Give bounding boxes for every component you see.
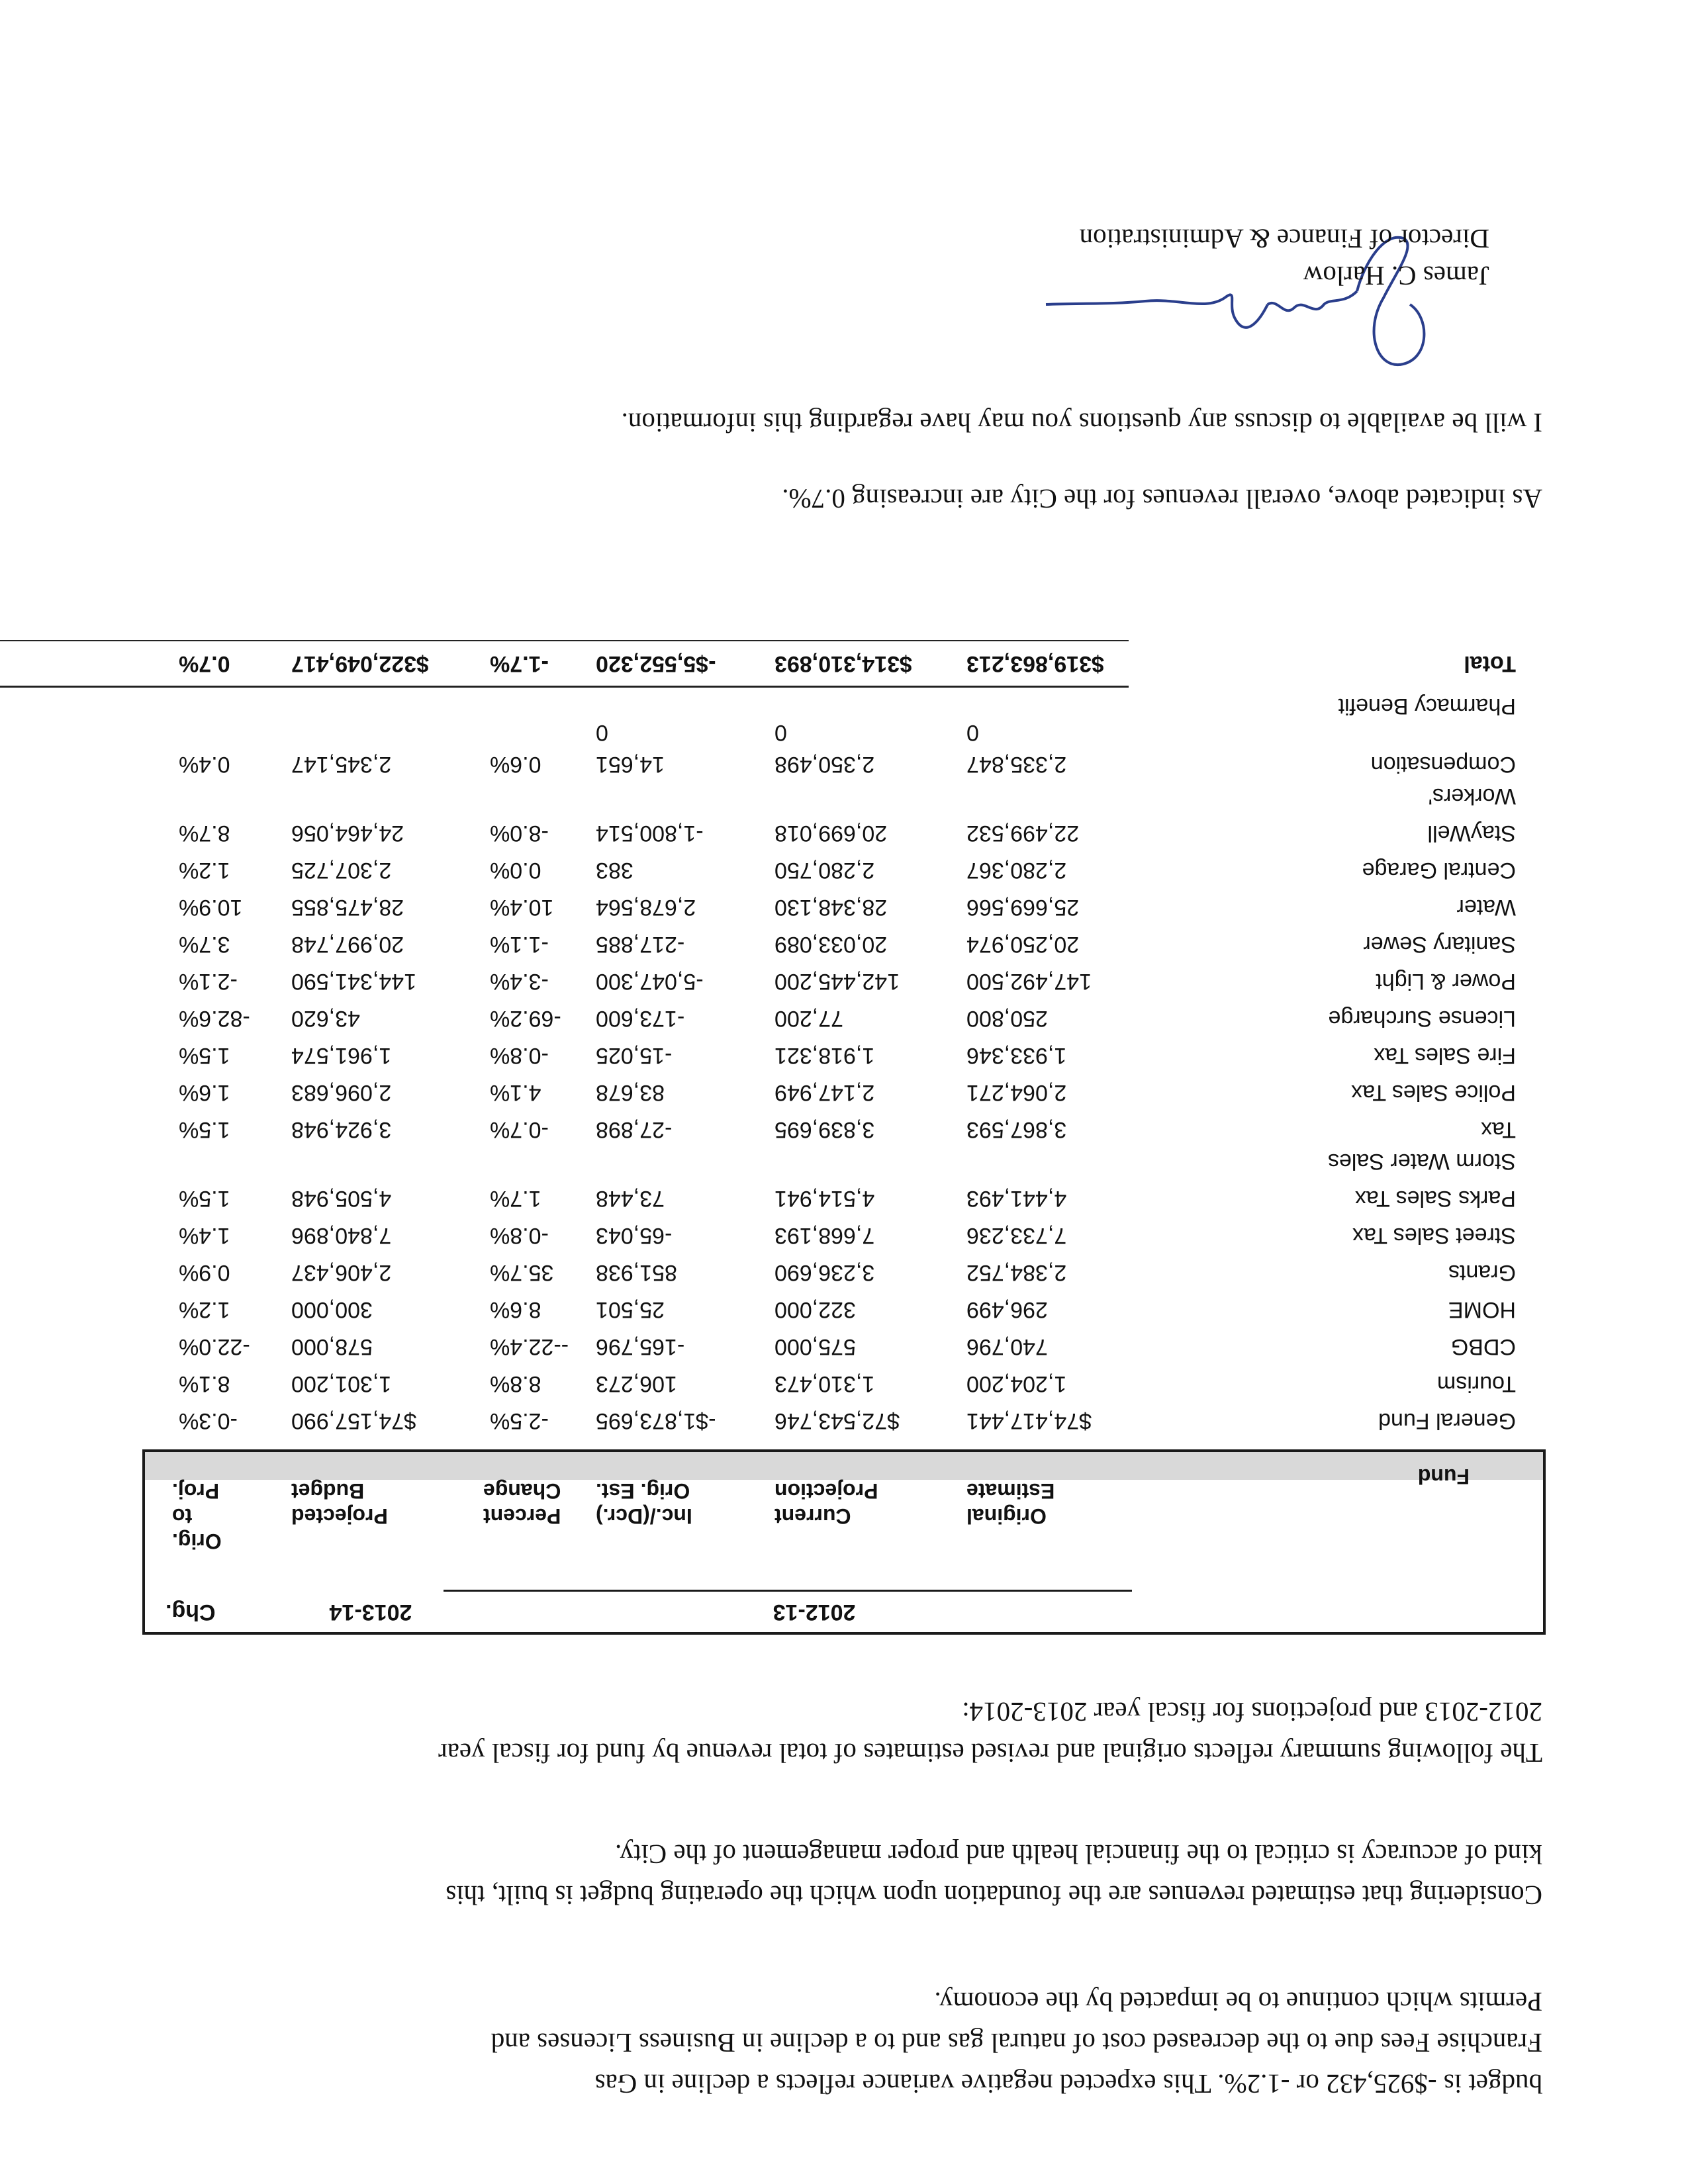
cell-projected-budget: 300,000 <box>291 1297 373 1322</box>
table-row <box>0 1111 1688 1148</box>
header-line: Inc./(Dcr.) <box>596 1504 692 1528</box>
cell-projected-budget: $74,157,990 <box>291 1408 417 1433</box>
cell-original-estimate: 2,064,271 <box>966 1080 1067 1105</box>
table-row <box>0 1074 1688 1111</box>
cell-inc-dcr: -165,796 <box>596 1334 685 1359</box>
cell-chg: 0.7% <box>179 651 230 676</box>
cell-chg: -82.6% <box>179 1006 250 1031</box>
header-chg-orig-proj <box>172 1479 245 1554</box>
availability-sentence <box>119 402 1542 443</box>
header-chg: Chg. <box>165 1600 216 1625</box>
cell-chg: 0.9% <box>179 1260 230 1285</box>
cell-original-estimate: 0 <box>966 720 979 745</box>
cell-percent-change: -2.5% <box>490 1408 549 1433</box>
cell-fund: Street Sales Tax <box>1352 1223 1516 1248</box>
cell-fund: StayWell <box>1427 821 1516 846</box>
cell-projected-budget: 7,840,896 <box>291 1223 392 1248</box>
cell-original-estimate: 250,800 <box>966 1006 1048 1031</box>
cell-percent-change: -1.1% <box>490 932 549 957</box>
cell-projected-budget: 4,505,948 <box>291 1186 392 1211</box>
cell-fund: License Surcharge <box>1328 1006 1516 1031</box>
cell-projected-budget: 2,096,683 <box>291 1080 392 1105</box>
cell-projected-budget: 24,464,056 <box>291 821 404 846</box>
cell-original-estimate: 2,384,752 <box>966 1260 1067 1285</box>
cell-fund: General Fund <box>1378 1408 1516 1433</box>
cell-chg: 1.5% <box>179 1043 230 1068</box>
intro-paragraph-3 <box>119 1692 1542 1774</box>
header-inc-dcr <box>596 1479 755 1529</box>
text-line: Considering that estimated revenues are the foundation upon which the operating budget is built, this <box>445 1880 1542 1911</box>
cell-inc-dcr: -173,600 <box>596 1006 685 1031</box>
cell-projected-budget: 578,000 <box>291 1334 373 1359</box>
header-line: Estimate <box>966 1479 1055 1503</box>
cell-percent-change: 10.4% <box>490 895 554 920</box>
header-rule-2012-13 <box>444 1590 1132 1592</box>
cell-inc-dcr: 106,273 <box>596 1371 677 1396</box>
cell-chg: 8.7% <box>179 821 230 846</box>
header-line: Projection <box>774 1479 878 1503</box>
table-row <box>0 1180 1688 1217</box>
header-projected-budget <box>291 1479 450 1529</box>
cell-current-projection: 4,514,941 <box>774 1186 875 1211</box>
cell-percent-change: 0.6% <box>490 752 541 777</box>
header-line: Orig. <box>172 1529 222 1553</box>
table-row <box>0 1328 1688 1365</box>
header-original-estimate <box>966 1479 1125 1529</box>
header-line: Change <box>483 1479 561 1503</box>
cell-projected-budget: 43,620 <box>291 1006 360 1031</box>
cell-current-projection: $314,310,893 <box>774 651 912 676</box>
cell-chg: -22.0% <box>179 1334 250 1359</box>
cell-projected-budget: 1,961,574 <box>291 1043 392 1068</box>
cell-fund: Grants <box>1448 1260 1516 1285</box>
cell-current-projection: 2,280,750 <box>774 858 875 883</box>
cell-fund: Tourism <box>1436 1371 1516 1396</box>
cell-inc-dcr: 14,651 <box>596 752 665 777</box>
header-line: Orig. Est. <box>596 1479 690 1503</box>
cell-inc-dcr: 73,448 <box>596 1186 665 1211</box>
header-percent-change <box>483 1479 589 1529</box>
cell-original-estimate: 3,867,593 <box>966 1117 1067 1142</box>
table-row <box>0 852 1688 889</box>
cell-original-estimate: 4,441,493 <box>966 1186 1067 1211</box>
table-row <box>0 1143 1688 1180</box>
cell-current-projection: 28,348,130 <box>774 895 888 920</box>
cell-projected-budget: 2,307,725 <box>291 858 392 883</box>
cell-original-estimate: 7,733,236 <box>966 1223 1067 1248</box>
cell-percent-change: 8.6% <box>490 1297 541 1322</box>
cell-current-projection: 20,033,089 <box>774 932 888 957</box>
cell-chg: 1.5% <box>179 1186 230 1211</box>
cell-fund: Water <box>1456 895 1516 920</box>
cell-fund: Storm Water Sales <box>1327 1149 1516 1174</box>
cell-chg: 1.4% <box>179 1223 230 1248</box>
cell-percent-change: 35.7% <box>490 1260 554 1285</box>
table-row <box>0 778 1688 815</box>
cell-current-projection: $72,543,746 <box>774 1408 900 1433</box>
cell-percent-change: -0.7% <box>490 1117 549 1142</box>
table-row <box>0 1365 1688 1402</box>
cell-projected-budget: 144,341,590 <box>291 969 417 994</box>
table-row <box>0 926 1688 963</box>
cell-current-projection: 20,699,018 <box>774 821 888 846</box>
cell-original-estimate: 296,499 <box>966 1297 1048 1322</box>
cell-fund: HOME <box>1448 1297 1516 1322</box>
cell-projected-budget: 28,475,855 <box>291 895 404 920</box>
text-line: The following summary reflects original and revised estimates of total revenue by fund for fiscal year <box>438 1738 1542 1768</box>
cell-inc-dcr: -27,898 <box>596 1117 673 1142</box>
cell-fund: Sanitary Sewer <box>1363 932 1516 957</box>
header-current-projection <box>774 1479 947 1529</box>
total-bottom-rule <box>0 640 1129 641</box>
cell-inc-dcr: -$5,552,320 <box>596 651 716 676</box>
cell-inc-dcr: 851,938 <box>596 1260 677 1285</box>
table-row <box>0 746 1688 783</box>
cell-inc-dcr: 83,678 <box>596 1080 665 1105</box>
cell-chg: 1.6% <box>179 1080 230 1105</box>
header-fy-2013-14: 2013-14 <box>329 1600 412 1625</box>
header-fund: Fund <box>1417 1465 1470 1488</box>
text-line: budget is -$925,432 or -1.2%. This expected negative variance reflects a decline in Gas <box>594 2069 1542 2099</box>
cell-chg: 0.4% <box>179 752 230 777</box>
table-row <box>0 1402 1688 1439</box>
cell-projected-budget: 3,924,948 <box>291 1117 392 1142</box>
header-line: Budget <box>291 1479 365 1503</box>
signature-title: Director of Finance & Administration <box>1079 224 1489 254</box>
cell-percent-change: 1.7% <box>490 1186 541 1211</box>
cell-projected-budget: 2,406,437 <box>291 1260 392 1285</box>
cell-fund: Parks Sales Tax <box>1354 1186 1516 1211</box>
cell-original-estimate: 2,335,847 <box>966 752 1067 777</box>
cell-current-projection: 1,310,473 <box>774 1371 875 1396</box>
cell-fund: Power & Light <box>1376 969 1516 994</box>
cell-projected-budget: 20,997,748 <box>291 932 404 957</box>
cell-inc-dcr: 0 <box>596 720 608 745</box>
cell-current-projection: 1,918,321 <box>774 1043 875 1068</box>
cell-current-projection: 3,839,695 <box>774 1117 875 1142</box>
intro-paragraph-2 <box>119 1834 1542 1916</box>
cell-inc-dcr: -5,047,300 <box>596 969 704 994</box>
cell-chg: 10.9% <box>179 895 243 920</box>
signature-name: James C. Harlow <box>1303 261 1489 291</box>
cell-projected-budget: 1,301,200 <box>291 1371 392 1396</box>
table-row <box>0 963 1688 1000</box>
table-row <box>0 1000 1688 1037</box>
header-fy-2012-13: 2012-13 <box>773 1600 856 1625</box>
cell-original-estimate: 25,669,566 <box>966 895 1080 920</box>
cell-current-projection: 7,668,193 <box>774 1223 875 1248</box>
cell-chg: -0.3% <box>179 1408 238 1433</box>
cell-chg: 8.1% <box>179 1371 230 1396</box>
cell-percent-change: 8.8% <box>490 1371 541 1396</box>
cell-original-estimate: 22,499,532 <box>966 821 1080 846</box>
cell-fund: Pharmacy Benefit <box>1338 694 1516 719</box>
table-row <box>0 1217 1688 1254</box>
cell-percent-change: -1.7% <box>490 651 549 676</box>
cell-fund: Central Garage <box>1362 858 1516 883</box>
cell-percent-change: -0.8% <box>490 1043 549 1068</box>
cell-inc-dcr: -217,885 <box>596 932 685 957</box>
cell-fund: Workers' <box>1428 784 1516 809</box>
cell-inc-dcr: 25,501 <box>596 1297 665 1322</box>
cell-inc-dcr: -$1,873,695 <box>596 1408 716 1433</box>
cell-current-projection: 322,000 <box>774 1297 856 1322</box>
cell-inc-dcr: 2,678,564 <box>596 895 696 920</box>
cell-current-projection: 0 <box>774 720 787 745</box>
cell-fund: Tax <box>1481 1117 1516 1142</box>
text-line: Franchise Fees due to the decreased cost of natural gas and to a decline in Business Licenses and <box>491 2028 1542 2058</box>
table-row <box>0 889 1688 926</box>
cell-chg: 1.5% <box>179 1117 230 1142</box>
cell-chg: -2.1% <box>179 969 238 994</box>
cell-projected-budget: $322,049,417 <box>291 651 429 676</box>
cell-original-estimate: $319,863,213 <box>966 651 1104 676</box>
text-line: Permits which continue to be impacted by the economy. <box>934 1987 1542 2017</box>
cell-inc-dcr: -65,043 <box>596 1223 673 1248</box>
cell-original-estimate: 1,204,200 <box>966 1371 1067 1396</box>
cell-original-estimate: 147,492,500 <box>966 969 1092 994</box>
cell-inc-dcr: 383 <box>596 858 633 883</box>
header-line: to <box>172 1504 193 1528</box>
cell-current-projection: 77,200 <box>774 1006 843 1031</box>
cell-fund: CDBG <box>1450 1334 1516 1359</box>
cell-current-projection: 3,236,690 <box>774 1260 875 1285</box>
total-rule <box>0 686 1129 688</box>
cell-percent-change: -69.2% <box>490 1006 561 1031</box>
cell-current-projection: 575,000 <box>774 1334 856 1359</box>
cell-original-estimate: $74,417,441 <box>966 1408 1092 1433</box>
table-row <box>0 1037 1688 1074</box>
cell-chg: 1.2% <box>179 1297 230 1322</box>
text-line: kind of accuracy is critical to the financial health and proper management of the City. <box>614 1839 1542 1870</box>
cell-fund: Fire Sales Tax <box>1374 1043 1516 1068</box>
table-row <box>0 688 1688 725</box>
text-line: As indicated above, overall revenues for the City are increasing 0.7%. <box>782 484 1542 514</box>
cell-current-projection: 2,350,498 <box>774 752 875 777</box>
header-line: Projected <box>291 1504 388 1528</box>
cell-percent-change: --22.4% <box>490 1334 569 1359</box>
cell-current-projection: 142,445,200 <box>774 969 900 994</box>
header-line: Proj. <box>172 1479 220 1503</box>
table-row <box>0 815 1688 852</box>
cell-original-estimate: 740,796 <box>966 1334 1048 1359</box>
cell-inc-dcr: -1,800,514 <box>596 821 704 846</box>
header-line: Current <box>774 1504 851 1528</box>
header-line: Percent <box>483 1504 561 1528</box>
header-line: Original <box>966 1504 1047 1528</box>
cell-percent-change: 0.0% <box>490 858 541 883</box>
text-line: 2012-2013 and projections for fiscal year 2013-2014: <box>962 1697 1542 1727</box>
total-row <box>0 645 1688 682</box>
cell-original-estimate: 1,933,346 <box>966 1043 1067 1068</box>
cell-chg: 3.7% <box>179 932 230 957</box>
cell-fund: Compensation <box>1370 752 1516 777</box>
summary-sentence <box>119 478 1542 520</box>
cell-chg: 1.2% <box>179 858 230 883</box>
cell-projected-budget: 2,345,147 <box>291 752 392 777</box>
cell-percent-change: -3.4% <box>490 969 549 994</box>
cell-original-estimate: 20,250,974 <box>966 932 1080 957</box>
cell-current-projection: 2,147,949 <box>774 1080 875 1105</box>
cell-inc-dcr: -15,025 <box>596 1043 673 1068</box>
text-line: I will be available to discuss any questions you may have regarding this information. <box>621 408 1542 438</box>
cell-percent-change: 4.1% <box>490 1080 541 1105</box>
table-row <box>0 1254 1688 1291</box>
table-row <box>0 1291 1688 1328</box>
cell-fund: Police Sales Tax <box>1351 1080 1516 1105</box>
intro-paragraph-1 <box>119 1981 1542 2105</box>
cell-original-estimate: 2,280,367 <box>966 858 1067 883</box>
cell-percent-change: -8.0% <box>490 821 549 846</box>
cell-fund: Total <box>1464 651 1516 676</box>
cell-percent-change: -0.8% <box>490 1223 549 1248</box>
